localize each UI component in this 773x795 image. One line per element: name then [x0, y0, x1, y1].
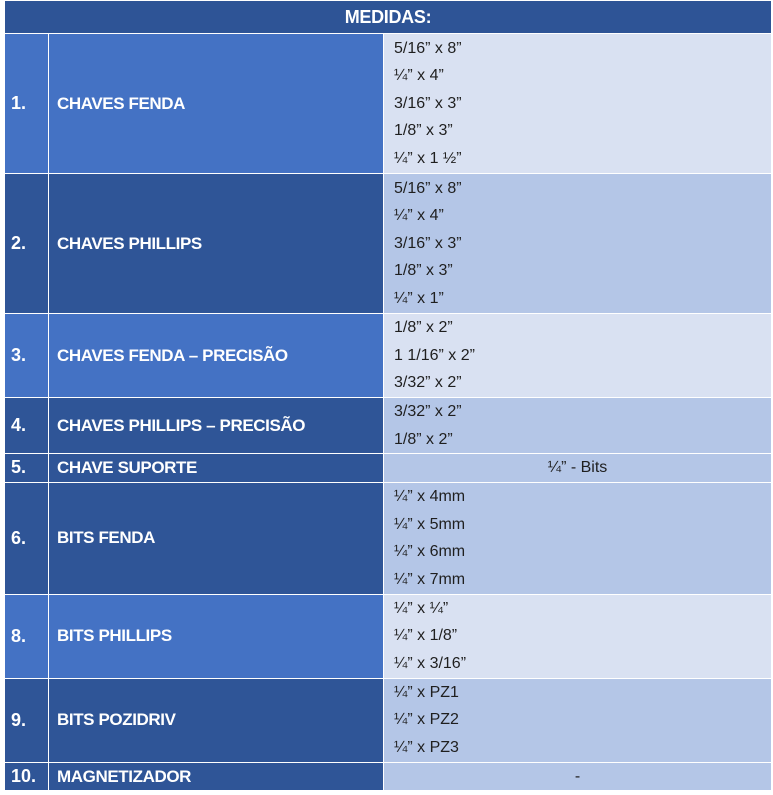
- tool-name: MAGNETIZADOR: [49, 762, 384, 791]
- measure-value: 1/8” x 3”: [394, 122, 453, 140]
- table-row: [5, 34, 772, 174]
- table-row: [5, 454, 772, 483]
- tool-name: BITS POZIDRIV: [49, 678, 384, 762]
- row-number: 5.: [5, 454, 49, 483]
- measure-cell: [384, 174, 772, 314]
- measure-cell: [384, 454, 772, 483]
- measure-value: ¼” x ¼”: [394, 599, 449, 617]
- measure-value: ¼” x 4”: [394, 67, 444, 85]
- measure-value: ¼” x 4”: [394, 207, 444, 225]
- measure-value: ¼” - Bits: [547, 459, 608, 477]
- measures-table: [4, 0, 772, 791]
- measure-cell: [384, 398, 772, 454]
- measure-value: ¼” x PZ2: [394, 711, 459, 729]
- tool-name: CHAVES FENDA: [49, 34, 384, 174]
- measure-cell: [384, 678, 772, 762]
- measure-value: ¼” x 5mm: [394, 515, 466, 533]
- measure-value: 3/32” x 2”: [394, 403, 462, 420]
- tool-name: CHAVES FENDA – PRECISÃO: [49, 314, 384, 398]
- tool-name: BITS PHILLIPS: [49, 594, 384, 678]
- table-row: [5, 174, 772, 314]
- table-row: [5, 678, 772, 762]
- measure-value: ¼” x 1/8”: [394, 627, 458, 645]
- measure-cell: [384, 482, 772, 594]
- measure-cell: [384, 34, 772, 174]
- measure-value: 3/32” x 2”: [394, 374, 462, 392]
- row-number: 8.: [5, 594, 49, 678]
- measure-cell: [384, 314, 772, 398]
- row-number: 9.: [5, 678, 49, 762]
- measure-value: 3/16” x 3”: [394, 94, 462, 112]
- measure-value: ¼” x 7mm: [394, 570, 466, 588]
- table-row: [5, 762, 772, 791]
- table-row: [5, 398, 772, 454]
- measure-value: -: [574, 767, 581, 785]
- tool-name: CHAVES PHILLIPS – PRECISÃO: [49, 398, 384, 454]
- measure-value: 1 1/16” x 2”: [394, 346, 475, 364]
- measure-value: 1/8” x 2”: [394, 319, 453, 337]
- table-body: [5, 34, 772, 791]
- measure-value: 1/8” x 2”: [394, 430, 453, 448]
- measure-value: ¼” x 3/16”: [394, 655, 467, 673]
- table-header-title: MEDIDAS:: [5, 1, 772, 34]
- measure-value: ¼” x PZ1: [394, 683, 459, 701]
- table-row: [5, 314, 772, 398]
- table-row: [5, 594, 772, 678]
- measure-value: ¼” x PZ3: [394, 739, 459, 757]
- row-number: 1.: [5, 34, 49, 174]
- measure-value: 1/8” x 3”: [394, 262, 453, 280]
- measure-value: ¼” x 1 ½”: [394, 149, 462, 167]
- tool-name: CHAVES PHILLIPS: [49, 174, 384, 314]
- measure-cell: [384, 594, 772, 678]
- row-number: 4.: [5, 398, 49, 454]
- measure-cell: [384, 762, 772, 791]
- tool-name: BITS FENDA: [49, 482, 384, 594]
- row-number: 10.: [5, 762, 49, 791]
- row-number: 2.: [5, 174, 49, 314]
- measure-value: ¼” x 6mm: [394, 543, 466, 561]
- row-number: 6.: [5, 482, 49, 594]
- measure-value: ¼” x 4mm: [394, 488, 466, 506]
- tool-name: CHAVE SUPORTE: [49, 454, 384, 483]
- measure-value: ¼” x 1”: [394, 289, 444, 307]
- table-row: [5, 482, 772, 594]
- measure-value: 5/16” x 8”: [394, 179, 462, 197]
- measure-value: 5/16” x 8”: [394, 39, 462, 57]
- measure-value: 3/16” x 3”: [394, 234, 462, 252]
- row-number: 3.: [5, 314, 49, 398]
